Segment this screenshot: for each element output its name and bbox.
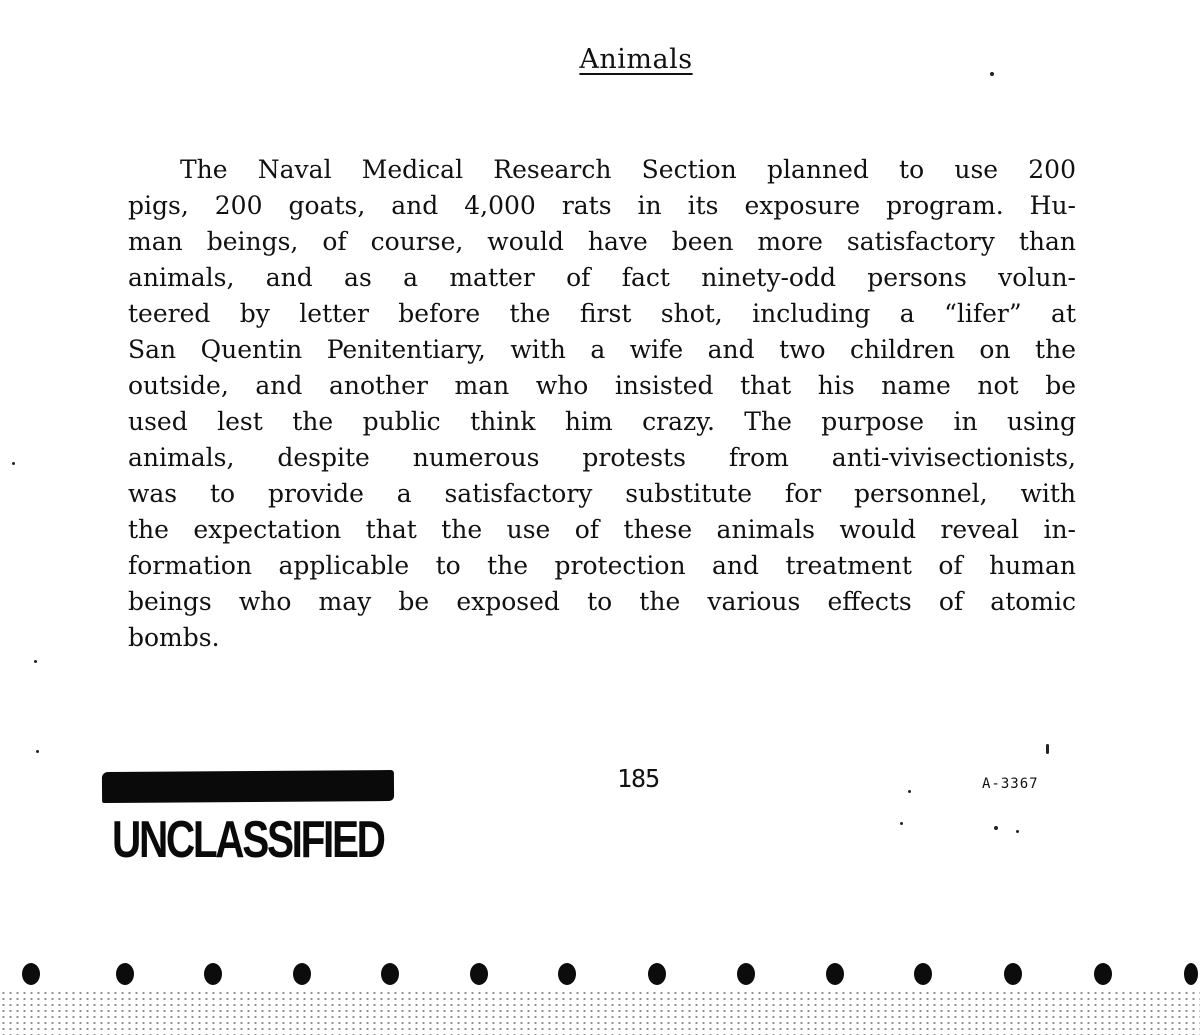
punch-hole (22, 963, 40, 985)
paragraph-line: pigs, 200 goats, and 4,000 rats in its exposure program. Hu- (128, 191, 1076, 220)
punch-hole (116, 963, 134, 985)
punch-hole (737, 963, 755, 985)
paragraph-line: used lest the public think him crazy. The purpose in using (128, 407, 1076, 436)
scan-speck (908, 790, 911, 793)
punch-hole (826, 963, 844, 985)
punch-hole (914, 963, 932, 985)
scan-speck (994, 826, 998, 830)
scan-speck (1046, 744, 1049, 754)
paragraph-line: man beings, of course, would have been more satisfactory than (128, 227, 1076, 256)
paragraph-line: bombs. (128, 623, 220, 652)
paragraph-line: beings who may be exposed to the various effects of atomic (128, 587, 1076, 616)
paragraph-line: teered by letter before the first shot, including a “lifer” at (128, 299, 1076, 328)
paragraph-line: animals, despite numerous protests from anti-vivisectionists, (128, 443, 1076, 472)
scan-speck (990, 72, 994, 76)
paragraph-line: San Quentin Penitentiary, with a wife and two children on the (128, 335, 1076, 364)
redaction-bar (102, 770, 394, 803)
punch-hole (470, 963, 488, 985)
page-title: Animals (579, 44, 693, 75)
paragraph-line: The Naval Medical Research Section planned to use 200 (180, 155, 1076, 184)
paragraph-line: animals, and as a matter of fact ninety-odd persons volun- (128, 263, 1076, 292)
paragraph-line: formation applicable to the protection and treatment of human (128, 551, 1076, 580)
punch-hole (1184, 963, 1198, 985)
scan-speck (36, 750, 39, 753)
punch-hole (558, 963, 576, 985)
punch-hole (1004, 963, 1022, 985)
scan-speck (1016, 830, 1019, 833)
punch-hole (1094, 963, 1112, 985)
scan-speck (34, 660, 37, 663)
unclassified-stamp: UNCLASSIFIED (112, 811, 384, 869)
scan-noise-band (0, 990, 1200, 1035)
body-paragraph (128, 152, 1076, 656)
punch-hole (204, 963, 222, 985)
document-code: A-3367 (982, 776, 1039, 792)
scan-speck (12, 462, 15, 465)
page-number: 185 (617, 764, 660, 793)
paragraph-line: was to provide a satisfactory substitute for personnel, with (128, 479, 1076, 508)
punch-hole-strip (0, 950, 1200, 990)
punch-hole (381, 963, 399, 985)
punch-hole (648, 963, 666, 985)
paragraph-line: outside, and another man who insisted that his name not be (128, 371, 1076, 400)
scan-speck (900, 822, 903, 825)
paragraph-line: the expectation that the use of these animals would reveal in- (128, 515, 1076, 544)
punch-hole (293, 963, 311, 985)
